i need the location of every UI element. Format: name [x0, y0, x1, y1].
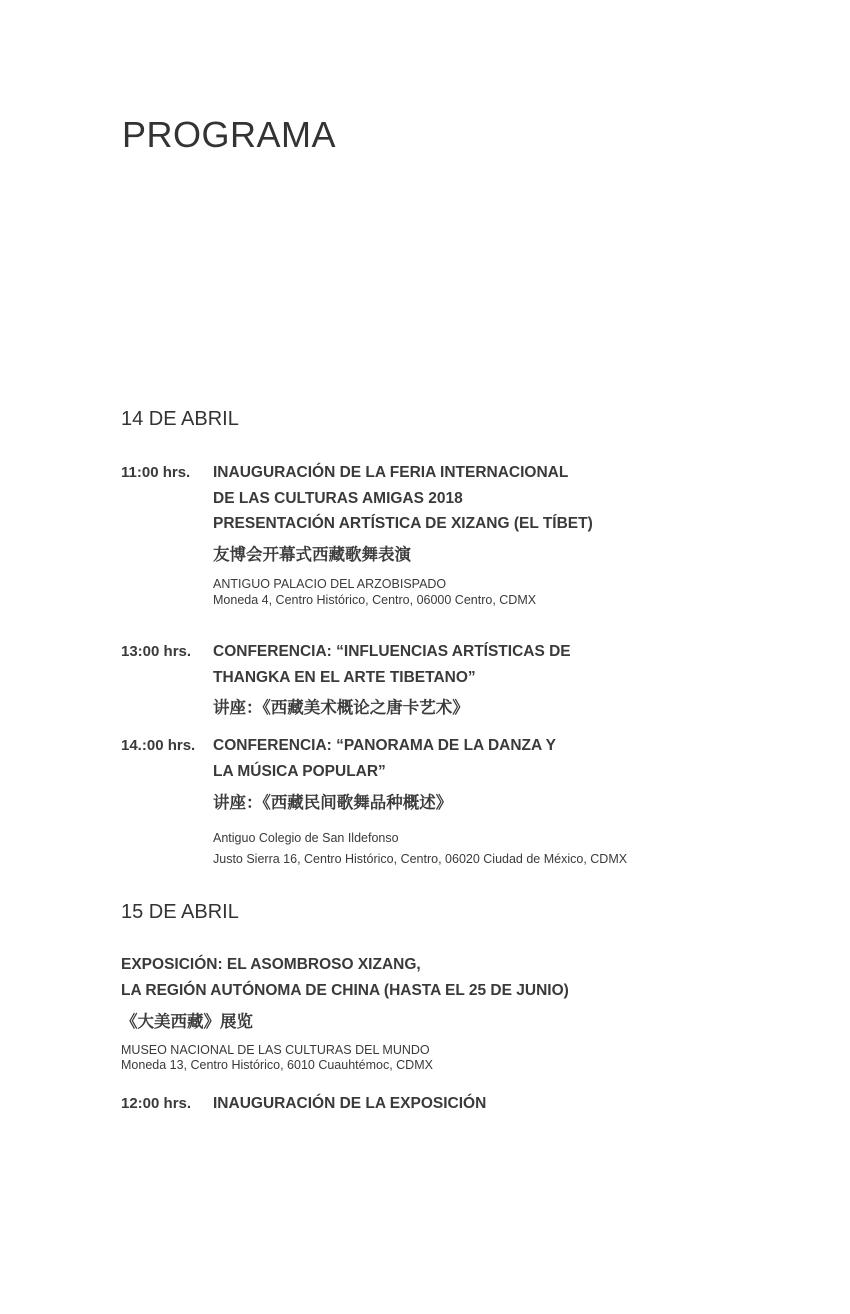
venue-address: Moneda 4, Centro Histórico, Centro, 06000 Centro, CDMX	[213, 593, 537, 607]
event-title-line: THANGKA EN EL ARTE TIBETANO”	[213, 669, 476, 686]
date-heading: 15 DE ABRIL	[121, 901, 239, 923]
event-time: 11:00 hrs.	[121, 464, 191, 481]
event-title-chinese: 讲座：《西藏民间歌舞品种概述》	[213, 794, 453, 812]
event-title-line: PRESENTACIÓN ARTÍSTICA DE XIZANG (EL TÍBET)	[213, 515, 593, 532]
event-title-line: INAUGURACIÓN DE LA FERIA INTERNACIONAL	[213, 464, 569, 481]
event-title-line: CONFERENCIA: “INFLUENCIAS ARTÍSTICAS DE	[213, 643, 571, 660]
venue-name: MUSEO NACIONAL DE LAS CULTURAS DEL MUNDO	[121, 1043, 430, 1057]
event-time: 14.:00 hrs.	[121, 737, 196, 754]
exhibition-title-line: LA REGIÓN AUTÓNOMA DE CHINA (HASTA EL 25 DE JUNIO)	[121, 982, 569, 999]
event-time: 13:00 hrs.	[121, 643, 192, 660]
venue-address: Justo Sierra 16, Centro Histórico, Centro, 06020 Ciudad de México, CDMX	[213, 852, 628, 866]
event-title-chinese: 友博会开幕式西藏歌舞表演	[213, 546, 411, 564]
page-title: PROGRAMA	[122, 114, 337, 155]
event-time: 12:00 hrs.	[121, 1095, 192, 1112]
event-title-line: DE LAS CULTURAS AMIGAS 2018	[213, 490, 463, 507]
exhibition-title-chinese: 《大美西藏》展览	[121, 1013, 253, 1031]
venue-name: ANTIGUO PALACIO DEL ARZOBISPADO	[213, 577, 447, 591]
venue-address: Moneda 13, Centro Histórico, 6010 Cuauhtémoc, CDMX	[121, 1058, 433, 1072]
event-title-line: INAUGURACIÓN DE LA EXPOSICIÓN	[213, 1095, 487, 1112]
venue-name: Antiguo Colegio de San Ildefonso	[213, 831, 399, 845]
event-title-line: CONFERENCIA: “PANORAMA DE LA DANZA Y	[213, 737, 557, 754]
exhibition-title-line: EXPOSICIÓN: EL ASOMBROSO XIZANG,	[121, 956, 421, 973]
event-title-line: LA MÚSICA POPULAR”	[213, 763, 386, 780]
date-heading: 14 DE ABRIL	[121, 408, 239, 430]
event-title-chinese: 讲座：《西藏美术概论之唐卡艺术》	[213, 699, 469, 717]
